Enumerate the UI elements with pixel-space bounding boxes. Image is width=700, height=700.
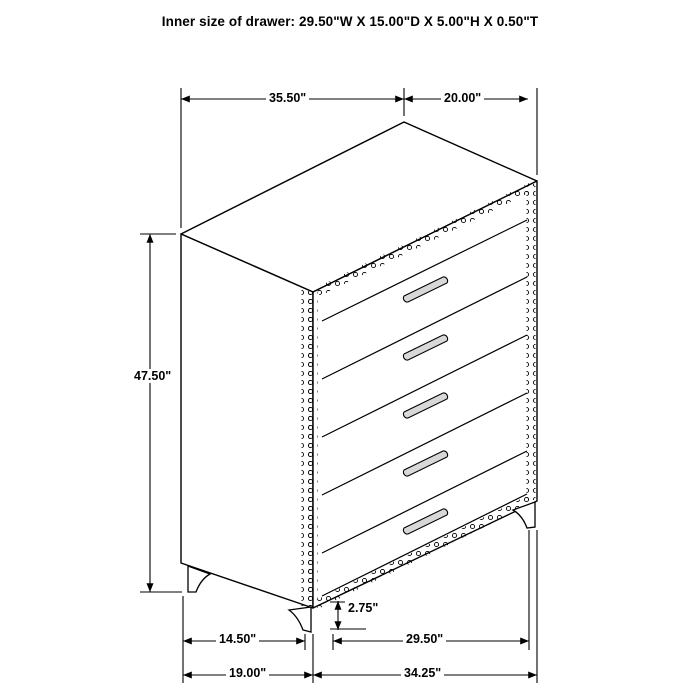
chest-front-panel (181, 234, 313, 608)
label-leg-height: 2.75" (345, 601, 381, 615)
label-base-left-depth: 14.50" (216, 632, 259, 646)
label-top-side-depth: 20.00" (441, 91, 484, 105)
label-outer-left-depth: 19.00" (226, 666, 269, 680)
leg-front-right (289, 607, 311, 632)
label-overall-height: 47.50" (131, 369, 174, 383)
label-outer-front-width: 34.25" (401, 666, 444, 680)
label-base-front-width: 29.50" (403, 632, 446, 646)
page-title: Inner size of drawer: 29.50"W X 15.00"D X 5.00"H X 0.50"T (161, 14, 539, 29)
label-top-front-width: 35.50" (266, 91, 309, 105)
